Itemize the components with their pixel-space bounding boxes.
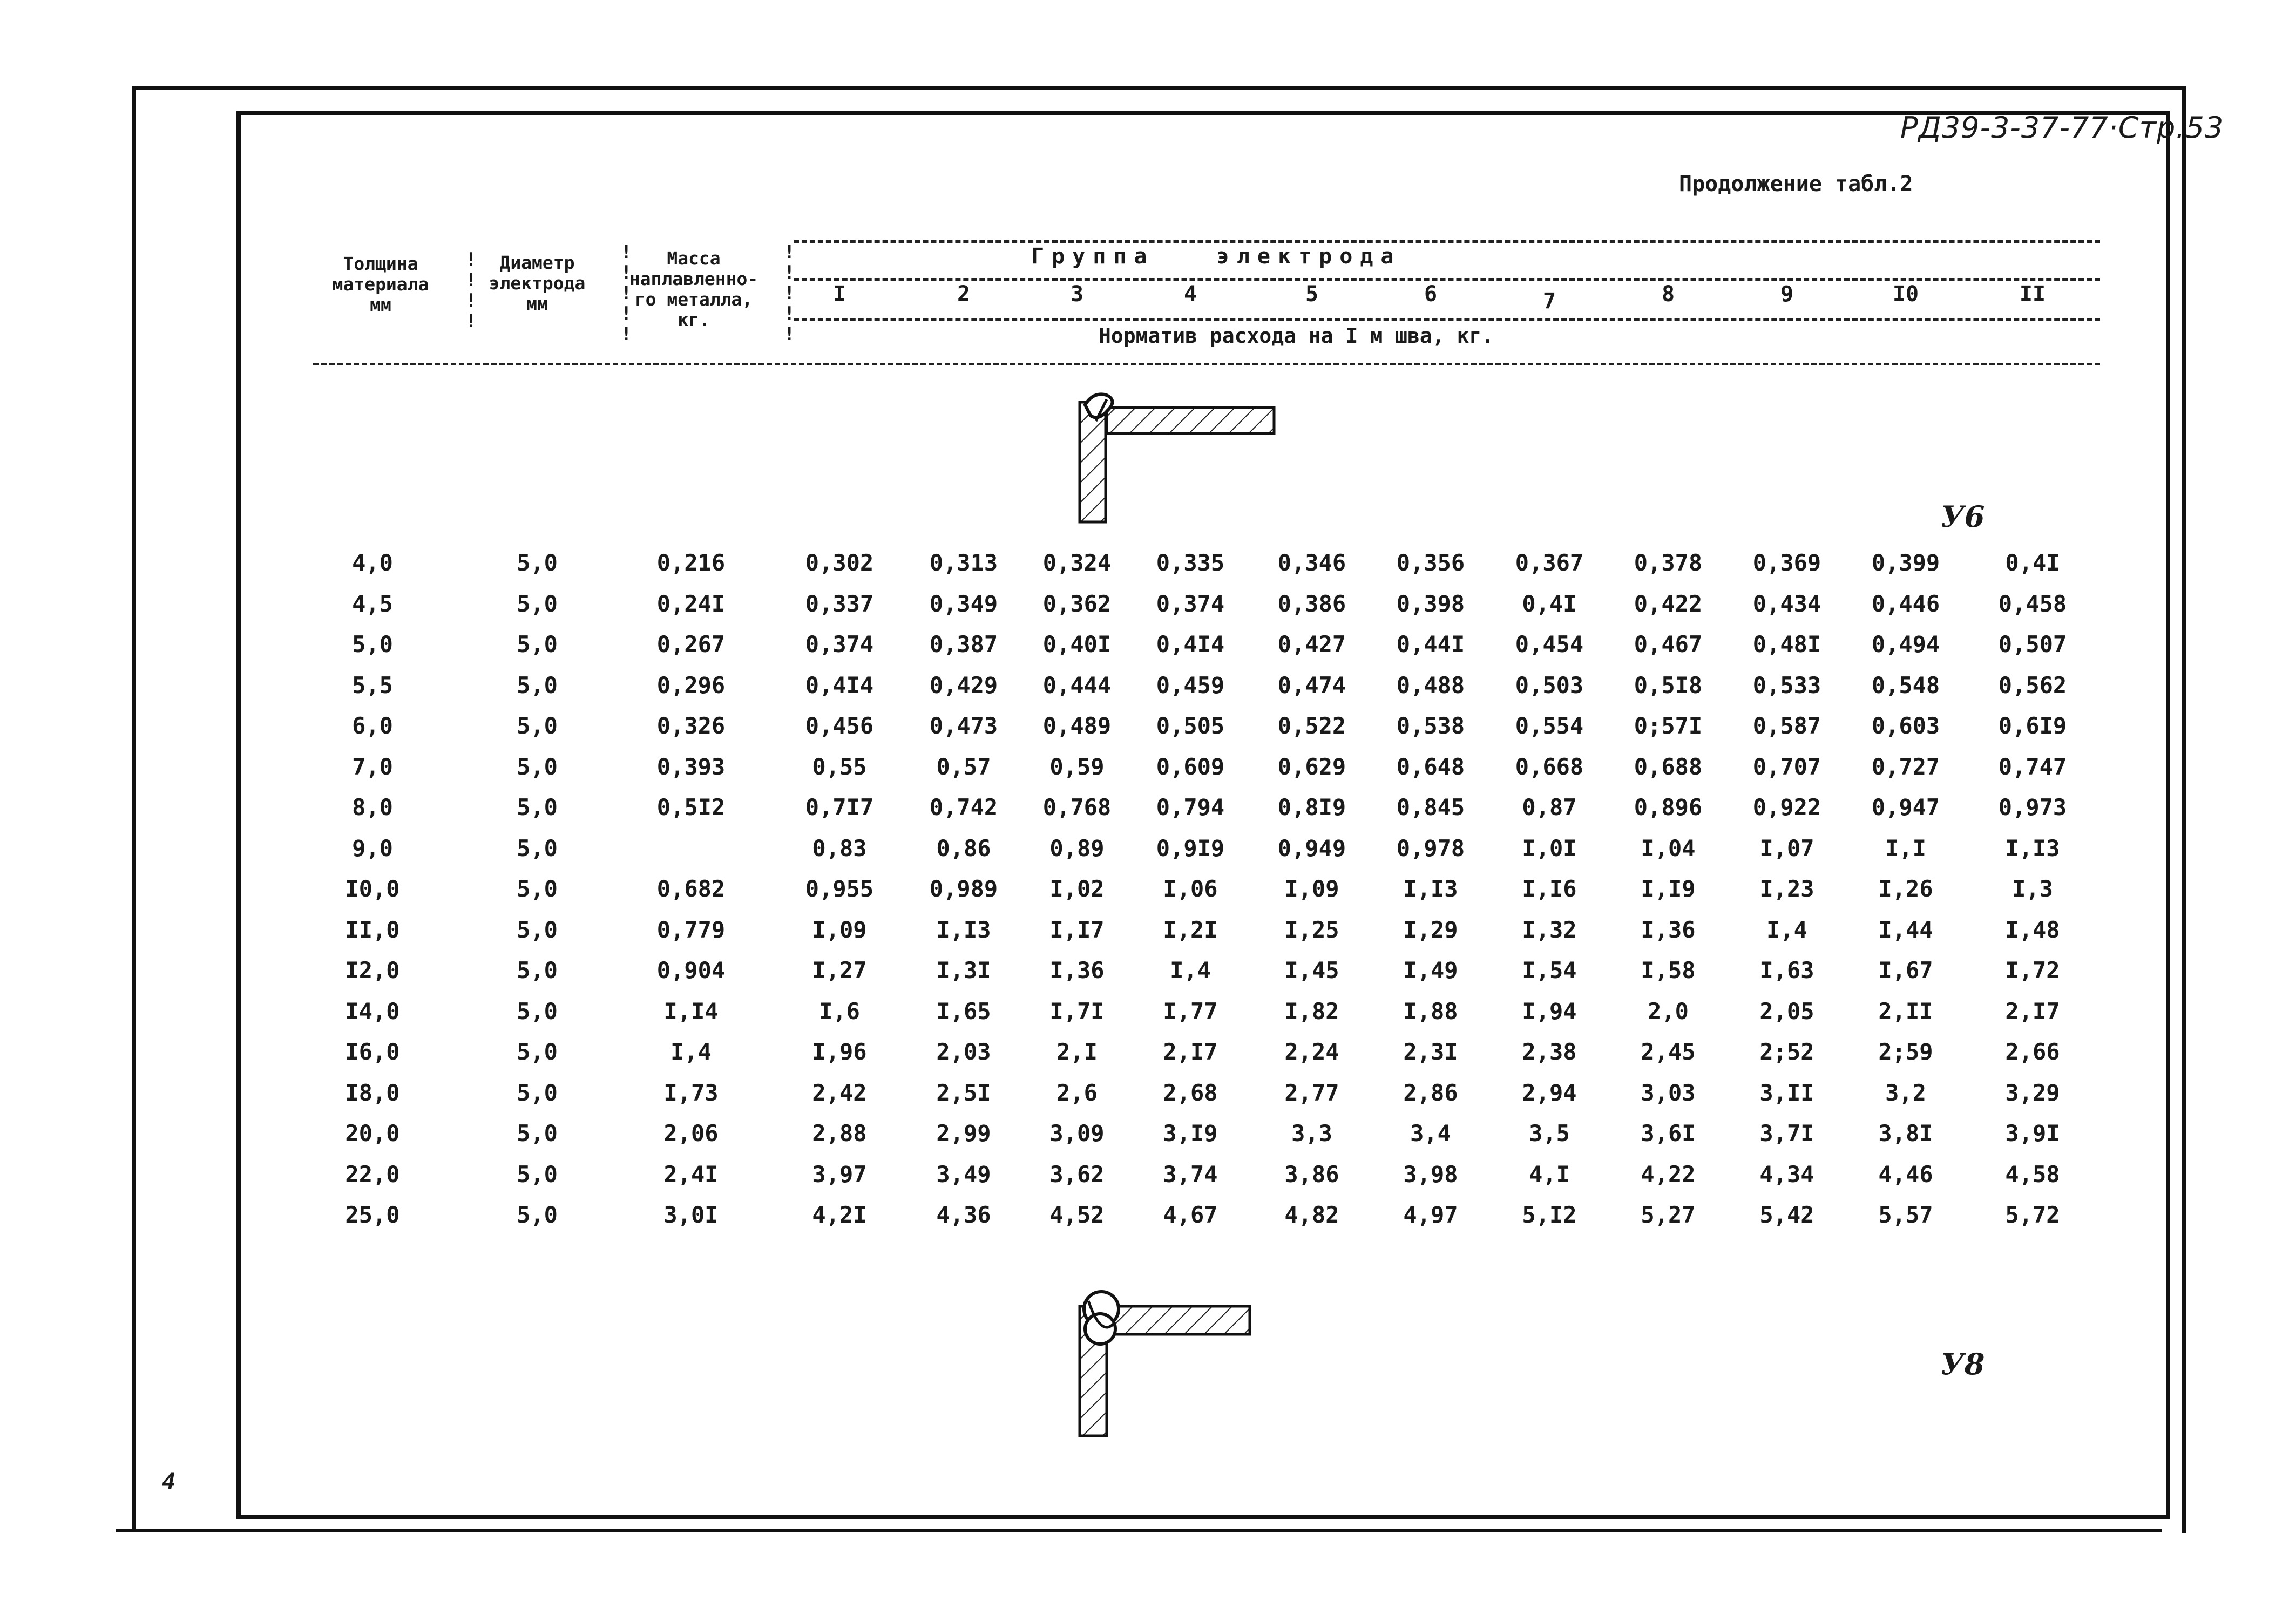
outer-frame-bottom-edge <box>116 1529 2162 1532</box>
table-cell: 0,24I <box>656 590 726 617</box>
table-cell: 0,44I <box>1396 631 1465 657</box>
table-cell: I,3 <box>2012 876 2053 902</box>
table-cell: 5,42 <box>1759 1202 1814 1228</box>
table-cell: 0,434 <box>1752 590 1821 617</box>
table-cell: 5,I2 <box>1522 1202 1577 1228</box>
header-mass-line-2: наплавленно- <box>629 268 758 289</box>
table-cell: I,27 <box>812 957 867 983</box>
table-cell: I,23 <box>1759 876 1814 902</box>
table-cell: 0,4I <box>1522 590 1577 617</box>
table-cell: 5,0 <box>517 916 558 943</box>
table-cell: 0,427 <box>1277 631 1346 657</box>
table-cell: 2,86 <box>1403 1079 1458 1106</box>
table-cell: 0,742 <box>929 794 998 820</box>
table-cell: 2,06 <box>663 1120 719 1146</box>
header-mass-line-4: кг. <box>678 309 710 330</box>
table-cell: 0,335 <box>1156 549 1225 576</box>
table-cell: I,49 <box>1403 957 1458 983</box>
header-separator-2: ! ! ! ! ! <box>621 241 632 345</box>
header-separator-3: ! ! ! ! ! <box>784 241 795 345</box>
table-cell: 0,302 <box>805 549 874 576</box>
header-separator-1: ! ! ! ! <box>465 249 477 332</box>
table-cell: 4,34 <box>1759 1161 1814 1188</box>
table-cell: 0,609 <box>1156 753 1225 780</box>
continuation-label: Продолжение табл.2 <box>1679 172 1913 196</box>
table-cell: 2,42 <box>812 1079 867 1106</box>
table-cell: 3,II <box>1759 1079 1814 1106</box>
table-cell: 0,548 <box>1871 671 1940 698</box>
table-cell: I,67 <box>1878 957 1933 983</box>
table-cell: 2,05 <box>1759 998 1814 1024</box>
table-cell: 0,369 <box>1752 549 1821 576</box>
group-number: 5 <box>1305 282 1319 307</box>
table-cell: 0,83 <box>812 834 867 861</box>
table-cell: 4,5 <box>352 590 393 617</box>
table-cell: I,I6 <box>1522 876 1577 902</box>
table-cell: 2,38 <box>1522 1039 1577 1065</box>
header-rule-groups <box>794 278 2100 281</box>
group-number: II <box>2019 282 2046 307</box>
table-cell: 4,46 <box>1878 1161 1933 1188</box>
table-cell: 0,554 <box>1515 712 1584 739</box>
table-cell: 0,216 <box>656 549 726 576</box>
table-cell: 0,89 <box>1049 834 1105 861</box>
table-cell: 3,09 <box>1049 1120 1105 1146</box>
electrode-group-title: Группа электрода <box>1031 244 1401 269</box>
table-cell: 2;59 <box>1878 1039 1933 1065</box>
table-cell: 0,629 <box>1277 753 1346 780</box>
header-rule-top <box>794 240 2100 243</box>
table-cell: 0,955 <box>805 876 874 902</box>
table-cell: 2,4I <box>663 1161 719 1188</box>
table-cell: I,65 <box>936 998 991 1024</box>
table-cell: 5,0 <box>517 834 558 861</box>
table-cell: 9,0 <box>352 834 393 861</box>
table-cell: 2,03 <box>936 1039 991 1065</box>
table-cell: 2,77 <box>1284 1079 1339 1106</box>
table-cell: 0,922 <box>1752 794 1821 820</box>
table-cell: I,4 <box>1766 916 1807 943</box>
table-cell: I,I7 <box>1049 916 1105 943</box>
table-cell: II,0 <box>345 916 400 943</box>
table-cell: 0,474 <box>1277 671 1346 698</box>
table-cell: 4,97 <box>1403 1202 1458 1228</box>
table-cell: 3,I9 <box>1163 1120 1218 1146</box>
table-cell: I,I3 <box>1403 876 1458 902</box>
table-cell: 0,378 <box>1634 549 1703 576</box>
table-cell: 0,48I <box>1752 631 1821 657</box>
header-thickness <box>319 254 443 315</box>
table-cell: 0,648 <box>1396 753 1465 780</box>
table-cell: 2,45 <box>1641 1039 1696 1065</box>
table-cell: I,54 <box>1522 957 1577 983</box>
table-cell: 5,0 <box>517 1039 558 1065</box>
table-cell: 4,82 <box>1284 1202 1339 1228</box>
table-cell: 7,0 <box>352 753 393 780</box>
table-cell: 3,98 <box>1403 1161 1458 1188</box>
table-cell: 5,0 <box>517 671 558 698</box>
table-cell: 0;57I <box>1634 712 1703 739</box>
corner-mark: 4 <box>162 1468 176 1495</box>
table-cell: I,32 <box>1522 916 1577 943</box>
table-cell: 5,0 <box>517 712 558 739</box>
table-cell: 0,387 <box>929 631 998 657</box>
table-cell: I8,0 <box>345 1079 400 1106</box>
table-cell: 0,458 <box>1998 590 2067 617</box>
table-cell: 5,0 <box>517 1120 558 1146</box>
table-cell: 0,488 <box>1396 671 1465 698</box>
table-cell: 0,446 <box>1871 590 1940 617</box>
table-cell: 0,489 <box>1042 712 1112 739</box>
table-cell: I,04 <box>1641 834 1696 861</box>
table-cell: 0,7I7 <box>805 794 874 820</box>
table-cell: 0,40I <box>1042 631 1112 657</box>
table-cell: I,63 <box>1759 957 1814 983</box>
table-cell: 0,374 <box>805 631 874 657</box>
table-cell: 0,978 <box>1396 834 1465 861</box>
table-cell: 3,97 <box>812 1161 867 1188</box>
table-cell: 0,845 <box>1396 794 1465 820</box>
table-cell: 3,49 <box>936 1161 991 1188</box>
table-cell: I,94 <box>1522 998 1577 1024</box>
table-cell: 0,313 <box>929 549 998 576</box>
table-cell: 0,688 <box>1634 753 1703 780</box>
header-rule-numbers <box>794 318 2100 321</box>
table-cell: I,26 <box>1878 876 1933 902</box>
table-cell: I,44 <box>1878 916 1933 943</box>
table-cell: 20,0 <box>345 1120 400 1146</box>
sheet-number: РД39-3-37-77·Стр.53 <box>1900 111 2224 145</box>
table-cell: 0,727 <box>1871 753 1940 780</box>
group-number: 4 <box>1183 282 1197 307</box>
table-cell: 0,507 <box>1998 631 2067 657</box>
table-cell: 0,87 <box>1522 794 1577 820</box>
header-diameter-line-3: мм <box>526 293 548 314</box>
table-cell: 0,398 <box>1396 590 1465 617</box>
header-diameter-line-2: электрода <box>489 273 586 294</box>
table-cell: 4,0 <box>352 549 393 576</box>
table-cell: I,96 <box>812 1039 867 1065</box>
table-cell: 3,62 <box>1049 1161 1105 1188</box>
table-cell: 3,03 <box>1641 1079 1696 1106</box>
table-cell: 0,399 <box>1871 549 1940 576</box>
table-cell: 5,0 <box>517 1079 558 1106</box>
table-cell: 0,429 <box>929 671 998 698</box>
table-cell: 0,794 <box>1156 794 1225 820</box>
table-cell: 0,296 <box>656 671 726 698</box>
table-cell: 5,27 <box>1641 1202 1696 1228</box>
header-diameter-line-1: Диаметр <box>499 252 575 273</box>
table-cell: 0,5I2 <box>656 794 726 820</box>
table-cell: I,73 <box>663 1079 719 1106</box>
table-cell: 0,86 <box>936 834 991 861</box>
table-cell: 5,0 <box>517 876 558 902</box>
table-cell: 0,989 <box>929 876 998 902</box>
table-cell: 2,5I <box>936 1079 991 1106</box>
table-cell: 0,768 <box>1042 794 1112 820</box>
table-cell: 0,362 <box>1042 590 1112 617</box>
table-cell: 2,68 <box>1163 1079 1218 1106</box>
table-cell: 3,8I <box>1878 1120 1933 1146</box>
table-cell: 5,0 <box>517 549 558 576</box>
table-cell: 0,707 <box>1752 753 1821 780</box>
table-cell: 0,522 <box>1277 712 1346 739</box>
table-cell: I,4 <box>1170 957 1211 983</box>
section-tag-first: У6 <box>1941 499 1985 534</box>
table-cell: 0,779 <box>656 916 726 943</box>
table-cell: 5,0 <box>517 957 558 983</box>
table-cell: 0,386 <box>1277 590 1346 617</box>
group-number: I <box>832 282 846 307</box>
table-cell: 2,II <box>1878 998 1933 1024</box>
table-cell: 0,9I9 <box>1156 834 1225 861</box>
group-number: 7 <box>1542 289 1556 314</box>
group-number: 3 <box>1070 282 1084 307</box>
table-cell: 8,0 <box>352 794 393 820</box>
table-cell: 0,374 <box>1156 590 1225 617</box>
table-cell: 4,67 <box>1163 1202 1218 1228</box>
table-cell: 0,494 <box>1871 631 1940 657</box>
table-cell: I,06 <box>1163 876 1218 902</box>
table-cell: 2,99 <box>936 1120 991 1146</box>
table-cell: I,48 <box>2005 916 2060 943</box>
table-cell: 0,682 <box>656 876 726 902</box>
table-cell: 0,57 <box>936 753 991 780</box>
table-cell: 0,505 <box>1156 712 1225 739</box>
group-number: 8 <box>1661 282 1675 307</box>
weld-joint-diagram-1 <box>1074 389 1290 529</box>
table-cell: I,82 <box>1284 998 1339 1024</box>
table-cell: 0,459 <box>1156 671 1225 698</box>
table-cell: 6,0 <box>352 712 393 739</box>
table-cell: 0,473 <box>929 712 998 739</box>
table-cell: 4,22 <box>1641 1161 1696 1188</box>
table-cell: I,88 <box>1403 998 1458 1024</box>
header-mass-line-1: Масса <box>667 248 721 269</box>
group-number: 6 <box>1424 282 1438 307</box>
table-cell: 5,0 <box>517 753 558 780</box>
table-cell: 4,2I <box>812 1202 867 1228</box>
group-number: I0 <box>1892 282 1919 307</box>
table-cell: 3,9I <box>2005 1120 2060 1146</box>
table-cell: 25,0 <box>345 1202 400 1228</box>
table-cell: 2,24 <box>1284 1039 1339 1065</box>
table-cell: 2,6 <box>1056 1079 1098 1106</box>
table-cell: I,I3 <box>936 916 991 943</box>
table-cell: 0,4I4 <box>805 671 874 698</box>
table-cell: 0,6I9 <box>1998 712 2067 739</box>
table-cell: 0,562 <box>1998 671 2067 698</box>
table-cell: 0,947 <box>1871 794 1940 820</box>
table-cell: 5,57 <box>1878 1202 1933 1228</box>
table-cell: 2;52 <box>1759 1039 1814 1065</box>
table-cell: 5,5 <box>352 671 393 698</box>
table-cell: 0,337 <box>805 590 874 617</box>
table-cell: 4,52 <box>1049 1202 1105 1228</box>
table-cell: I,I9 <box>1641 876 1696 902</box>
table-cell: I,7I <box>1049 998 1105 1024</box>
table-cell: 5,0 <box>517 631 558 657</box>
table-cell: 0,896 <box>1634 794 1703 820</box>
table-cell: 2,I7 <box>1163 1039 1218 1065</box>
table-cell: 0,4I4 <box>1156 631 1225 657</box>
table-cell: 5,0 <box>517 1202 558 1228</box>
outer-frame-right-edge <box>2182 86 2186 1533</box>
table-cell: 5,0 <box>517 998 558 1024</box>
consumption-norm-caption: Норматив расхода на I м шва, кг. <box>1099 324 1494 348</box>
table-cell: 0,4I <box>2005 549 2060 576</box>
table-cell: 5,0 <box>352 631 393 657</box>
table-cell: 3,7I <box>1759 1120 1814 1146</box>
table-cell: 0,367 <box>1515 549 1584 576</box>
table-cell: I2,0 <box>345 957 400 983</box>
table-cell: 0,326 <box>656 712 726 739</box>
table-cell: 0,59 <box>1049 753 1105 780</box>
table-cell: 0,8I9 <box>1277 794 1346 820</box>
table-cell: 0,356 <box>1396 549 1465 576</box>
table-cell: 4,36 <box>936 1202 991 1228</box>
table-cell: 3,0I <box>663 1202 719 1228</box>
header-thickness-line-2: материала <box>332 274 429 295</box>
table-cell: I,77 <box>1163 998 1218 1024</box>
table-cell: I,29 <box>1403 916 1458 943</box>
table-cell: I,3I <box>936 957 991 983</box>
table-cell: I6,0 <box>345 1039 400 1065</box>
table-cell: 5,0 <box>517 1161 558 1188</box>
table-cell: 0,393 <box>656 753 726 780</box>
table-cell: 2,88 <box>812 1120 867 1146</box>
table-cell: I,09 <box>1284 876 1339 902</box>
table-cell: 0,747 <box>1998 753 2067 780</box>
table-cell: 2,I <box>1056 1039 1098 1065</box>
table-cell: 0,668 <box>1515 753 1584 780</box>
table-cell: 0,533 <box>1752 671 1821 698</box>
table-cell: 0,444 <box>1042 671 1112 698</box>
table-cell: I,0I <box>1522 834 1577 861</box>
weld-joint-diagram-2 <box>1069 1290 1263 1441</box>
table-cell: I4,0 <box>345 998 400 1024</box>
table-cell: 0,467 <box>1634 631 1703 657</box>
table-cell: 3,29 <box>2005 1079 2060 1106</box>
table-cell: 2,0 <box>1648 998 1689 1024</box>
table-cell: 4,58 <box>2005 1161 2060 1188</box>
table-cell: I,I <box>1885 834 1926 861</box>
table-cell: 0,349 <box>929 590 998 617</box>
header-mass <box>621 248 767 330</box>
table-cell: 0,949 <box>1277 834 1346 861</box>
table-cell: 0,538 <box>1396 712 1465 739</box>
table-cell: 3,4 <box>1410 1120 1451 1146</box>
table-cell: 0,603 <box>1871 712 1940 739</box>
header-mass-line-3: го металла, <box>634 289 753 310</box>
table-cell: I,2I <box>1163 916 1218 943</box>
table-cell: 3,6I <box>1641 1120 1696 1146</box>
table-cell: 0,973 <box>1998 794 2067 820</box>
table-cell: 0,456 <box>805 712 874 739</box>
table-cell: 0,422 <box>1634 590 1703 617</box>
table-cell: I,58 <box>1641 957 1696 983</box>
table-cell: I,36 <box>1049 957 1105 983</box>
table-cell: 3,74 <box>1163 1161 1218 1188</box>
header-rule-bottom <box>313 363 2100 365</box>
table-cell: 0,5I8 <box>1634 671 1703 698</box>
table-cell: 2,3I <box>1403 1039 1458 1065</box>
section-tag-second: У8 <box>1941 1347 1985 1381</box>
table-cell: I,25 <box>1284 916 1339 943</box>
table-cell: 2,66 <box>2005 1039 2060 1065</box>
header-thickness-line-1: Толщина <box>343 253 418 274</box>
table-cell: I,02 <box>1049 876 1105 902</box>
table-cell: 0,346 <box>1277 549 1346 576</box>
table-cell: I,I4 <box>663 998 719 1024</box>
table-cell: I,4 <box>670 1039 712 1065</box>
group-number: 9 <box>1780 282 1794 307</box>
table-cell: 2,94 <box>1522 1079 1577 1106</box>
table-cell: I,I3 <box>2005 834 2060 861</box>
table-cell: 3,2 <box>1885 1079 1926 1106</box>
table-cell: 0,454 <box>1515 631 1584 657</box>
table-cell: 3,86 <box>1284 1161 1339 1188</box>
table-cell: I,09 <box>812 916 867 943</box>
table-cell: I,07 <box>1759 834 1814 861</box>
table-cell: 3,5 <box>1529 1120 1570 1146</box>
table-cell: 0,324 <box>1042 549 1112 576</box>
table-cell: 2,I7 <box>2005 998 2060 1024</box>
table-cell: I,36 <box>1641 916 1696 943</box>
table-cell: 22,0 <box>345 1161 400 1188</box>
group-number: 2 <box>957 282 971 307</box>
table-cell: I0,0 <box>345 876 400 902</box>
table-cell: 5,72 <box>2005 1202 2060 1228</box>
table-cell: 5,0 <box>517 794 558 820</box>
table-cell: 3,3 <box>1291 1120 1332 1146</box>
table-cell: I,45 <box>1284 957 1339 983</box>
table-cell: 4,I <box>1529 1161 1570 1188</box>
table-cell: I,6 <box>819 998 860 1024</box>
header-thickness-line-3: мм <box>370 294 391 315</box>
table-cell: 0,267 <box>656 631 726 657</box>
header-diameter <box>475 253 599 314</box>
table-cell: 0,55 <box>812 753 867 780</box>
table-cell: I,72 <box>2005 957 2060 983</box>
table-cell: 5,0 <box>517 590 558 617</box>
table-cell: 0,503 <box>1515 671 1584 698</box>
table-cell: 0,904 <box>656 957 726 983</box>
table-cell: 0,587 <box>1752 712 1821 739</box>
